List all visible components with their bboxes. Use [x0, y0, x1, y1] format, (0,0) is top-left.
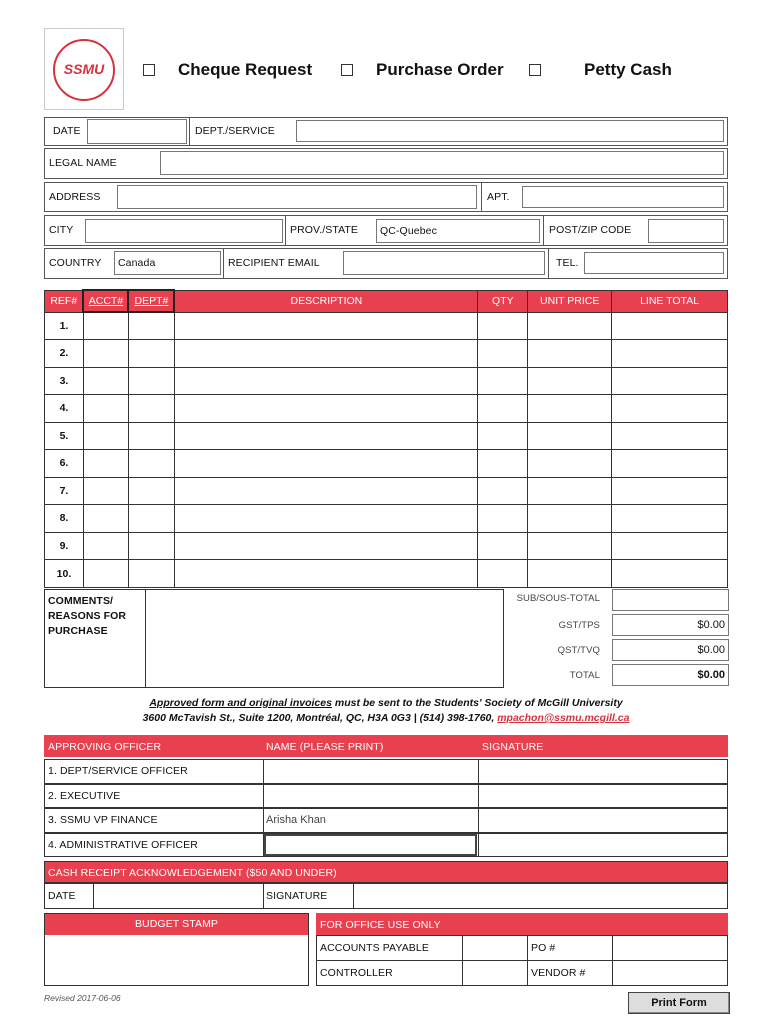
officer-signature-input[interactable] [479, 760, 727, 782]
qst-label: QST/TVQ [557, 645, 600, 656]
country-label: COUNTRY [49, 257, 102, 269]
qty-input[interactable] [478, 395, 528, 423]
qst-value: $0.00 [697, 644, 725, 656]
qty-input[interactable] [478, 532, 528, 560]
notice-line1: Approved form and original invoices must be sent to the Students' Society of McGill University [149, 697, 623, 709]
line-total-field[interactable] [612, 505, 728, 533]
acct-input[interactable] [83, 450, 128, 478]
approving-officer-label: 3. SSMU VP FINANCE [48, 814, 158, 826]
line-total-field[interactable] [612, 367, 728, 395]
unit-price-input[interactable] [528, 477, 612, 505]
qty-input[interactable] [478, 312, 528, 340]
row-number: 9. [45, 532, 84, 560]
row-number: 7. [45, 477, 84, 505]
table-row [45, 560, 728, 588]
tel-input[interactable] [584, 252, 724, 274]
divider [316, 960, 728, 961]
line-total-field[interactable] [612, 340, 728, 368]
row-number: 3. [45, 367, 84, 395]
officer-name-input[interactable] [264, 809, 477, 831]
divider [263, 883, 264, 909]
vendor-label: VENDOR # [531, 967, 586, 979]
unit-price-input[interactable] [528, 422, 612, 450]
revised-date: Revised 2017-06-06 [44, 993, 121, 1003]
officer-name-input[interactable] [264, 785, 477, 807]
acct-input[interactable] [83, 312, 128, 340]
divider [223, 248, 224, 279]
col-acct: ACCT# [83, 290, 128, 312]
acct-input[interactable] [83, 367, 128, 395]
dept-input[interactable] [128, 395, 174, 423]
line-total-field[interactable] [612, 422, 728, 450]
table-row [45, 312, 728, 340]
unit-price-input[interactable] [528, 532, 612, 560]
cheque-request-label: Cheque Request [178, 60, 313, 79]
cash-date-input[interactable] [94, 884, 262, 908]
gst-field[interactable] [612, 614, 729, 636]
prov-select[interactable] [376, 219, 540, 243]
row-number: 1. [45, 312, 84, 340]
logo-text: SSMU [63, 61, 105, 77]
city-input[interactable] [85, 219, 283, 243]
postal-label: POST/ZIP CODE [549, 224, 632, 236]
purchase-order-label: Purchase Order [376, 60, 504, 79]
row-number: 6. [45, 450, 84, 478]
prov-label: PROV./STATE [290, 224, 359, 236]
legal-name-input[interactable] [160, 151, 724, 175]
email-input[interactable] [343, 251, 545, 275]
row-number: 5. [45, 422, 84, 450]
dept-input[interactable] [128, 560, 174, 588]
line-total-field[interactable] [612, 395, 728, 423]
legal-name-label: LEGAL NAME [49, 157, 117, 169]
comments-label: COMMENTS/ REASONS FOR PURCHASE [48, 595, 127, 637]
table-row [45, 395, 728, 423]
dept-input[interactable] [128, 312, 174, 340]
divider [548, 248, 549, 279]
description-input[interactable] [174, 340, 477, 368]
col-qty: QTY [478, 290, 528, 312]
country-value: Canada [118, 257, 156, 269]
officer-signature-input[interactable] [479, 834, 727, 856]
petty-cash-checkbox[interactable] [529, 64, 541, 76]
notice-line2: 3600 McTavish St., Suite 1200, Montréal, QC, H3A 0G3 | (514) 398-1760, mpachon@ssmu.mcgill.ca [142, 712, 630, 724]
dept-input[interactable] [128, 532, 174, 560]
line-total-field[interactable] [612, 477, 728, 505]
line-total-field[interactable] [612, 532, 728, 560]
name-header: NAME (PLEASE PRINT) [266, 741, 384, 753]
petty-cash-label: Petty Cash [584, 60, 672, 79]
cash-signature-label: SIGNATURE [266, 890, 328, 902]
total-field[interactable] [612, 664, 729, 686]
dept-input[interactable] [296, 120, 724, 142]
prov-value: QC-Quebec [380, 225, 437, 237]
row-number: 10. [45, 560, 84, 588]
divider [612, 935, 613, 986]
gst-value: $0.00 [697, 619, 725, 631]
cheque-request-checkbox[interactable] [143, 64, 155, 76]
table-row [45, 367, 728, 395]
col-unit-price: UNIT PRICE [528, 290, 612, 312]
qty-input[interactable] [478, 450, 528, 478]
dept-input[interactable] [128, 505, 174, 533]
qty-input[interactable] [478, 505, 528, 533]
line-total-field[interactable] [612, 312, 728, 340]
apt-input[interactable] [522, 186, 724, 208]
signature-header: SIGNATURE [482, 741, 544, 753]
approving-officer-header: APPROVING OFFICER [48, 741, 162, 753]
approving-officer-label: 2. EXECUTIVE [48, 789, 121, 802]
description-input[interactable] [174, 367, 477, 395]
officer-signature-input[interactable] [479, 809, 727, 831]
divider [543, 215, 544, 246]
line-items-table [44, 289, 728, 588]
office-use-title: FOR OFFICE USE ONLY [320, 919, 441, 931]
description-input[interactable] [174, 450, 477, 478]
table-row [45, 477, 728, 505]
table-row [45, 532, 728, 560]
qty-input[interactable] [478, 560, 528, 588]
dept-input[interactable] [128, 450, 174, 478]
acct-input[interactable] [83, 422, 128, 450]
form-type-cheque[interactable] [143, 64, 155, 79]
total-value: $0.00 [697, 669, 725, 681]
unit-price-input[interactable] [528, 560, 612, 588]
unit-price-input[interactable] [528, 450, 612, 478]
row-number: 2. [45, 340, 84, 368]
unit-price-input[interactable] [528, 312, 612, 340]
print-form-button[interactable]: Print Form [628, 992, 730, 1014]
officer-name-input[interactable] [264, 760, 477, 782]
form-type-petty[interactable] [529, 64, 541, 79]
purchase-order-checkbox[interactable] [341, 64, 353, 76]
email-label: RECIPIENT EMAIL [228, 257, 320, 269]
description-input[interactable] [174, 505, 477, 533]
date-label: DATE [53, 125, 81, 137]
dept-input[interactable] [128, 367, 174, 395]
dept-input[interactable] [128, 477, 174, 505]
form-type-purchase[interactable] [341, 64, 353, 79]
qty-input[interactable] [478, 367, 528, 395]
unit-price-input[interactable] [528, 505, 612, 533]
qty-input[interactable] [478, 422, 528, 450]
address-input[interactable] [117, 185, 477, 209]
dept-input[interactable] [128, 422, 174, 450]
col-ref: REF# [45, 290, 84, 312]
contact-email-link[interactable]: mpachon@ssmu.mcgill.ca [497, 712, 630, 724]
acct-input[interactable] [83, 505, 128, 533]
officer-name-input[interactable] [264, 834, 477, 856]
description-input[interactable] [174, 395, 477, 423]
description-input[interactable] [174, 312, 477, 340]
accounts-payable-label: ACCOUNTS PAYABLE [320, 942, 429, 954]
cash-signature-input[interactable] [354, 884, 727, 908]
acct-input[interactable] [83, 477, 128, 505]
divider [189, 117, 190, 146]
acct-input[interactable] [83, 560, 128, 588]
acct-input[interactable] [83, 340, 128, 368]
col-line-total: LINE TOTAL [612, 290, 728, 312]
address-label: ADDRESS [49, 191, 101, 203]
row-number: 4. [45, 395, 84, 423]
budget-stamp-header: BUDGET STAMP [45, 914, 308, 935]
row-number: 8. [45, 505, 84, 533]
tel-label: TEL. [556, 257, 579, 269]
unit-price-input[interactable] [528, 367, 612, 395]
description-input[interactable] [174, 560, 477, 588]
line-total-field[interactable] [612, 450, 728, 478]
country-select[interactable] [114, 251, 221, 275]
cash-date-label: DATE [48, 890, 76, 902]
acct-input[interactable] [83, 532, 128, 560]
table-row [45, 505, 728, 533]
divider [527, 935, 528, 986]
dept-input[interactable] [128, 340, 174, 368]
table-row [45, 340, 728, 368]
officer-name-value: Arisha Khan [266, 814, 326, 826]
gst-label: GST/TPS [558, 620, 600, 631]
postal-input[interactable] [648, 219, 724, 243]
qty-input[interactable] [478, 477, 528, 505]
approving-officer-label: 1. DEPT/SERVICE OFFICER [48, 765, 188, 777]
po-label: PO # [531, 942, 556, 954]
city-label: CITY [49, 224, 74, 236]
cash-receipt-title: CASH RECEIPT ACKNOWLEDGEMENT ($50 AND UNDER) [48, 867, 337, 879]
line-total-field[interactable] [612, 560, 728, 588]
table-row [45, 422, 728, 450]
acct-input[interactable] [83, 395, 128, 423]
qst-field[interactable] [612, 639, 729, 661]
subtotal-field[interactable] [612, 589, 729, 611]
description-input[interactable] [174, 422, 477, 450]
dept-label: DEPT./SERVICE [195, 125, 275, 137]
col-dept: DEPT# [128, 290, 174, 312]
comments-input[interactable] [146, 590, 503, 687]
col-description: DESCRIPTION [174, 290, 477, 312]
qty-input[interactable] [478, 340, 528, 368]
table-row [45, 450, 728, 478]
divider [481, 182, 482, 212]
controller-label: CONTROLLER [320, 967, 393, 979]
apt-label: APT. [487, 191, 510, 203]
divider [462, 935, 463, 986]
total-label: TOTAL [569, 670, 600, 681]
subtotal-label: SUB/SOUS-TOTAL [516, 593, 600, 604]
unit-price-input[interactable] [528, 395, 612, 423]
divider [285, 215, 286, 246]
description-input[interactable] [174, 532, 477, 560]
ssmu-logo [44, 28, 124, 110]
unit-price-input[interactable] [528, 340, 612, 368]
officer-signature-input[interactable] [479, 785, 727, 807]
approving-officer-label: 4. ADMINISTRATIVE OFFICER [48, 838, 198, 851]
description-input[interactable] [174, 477, 477, 505]
date-input[interactable] [87, 119, 187, 144]
